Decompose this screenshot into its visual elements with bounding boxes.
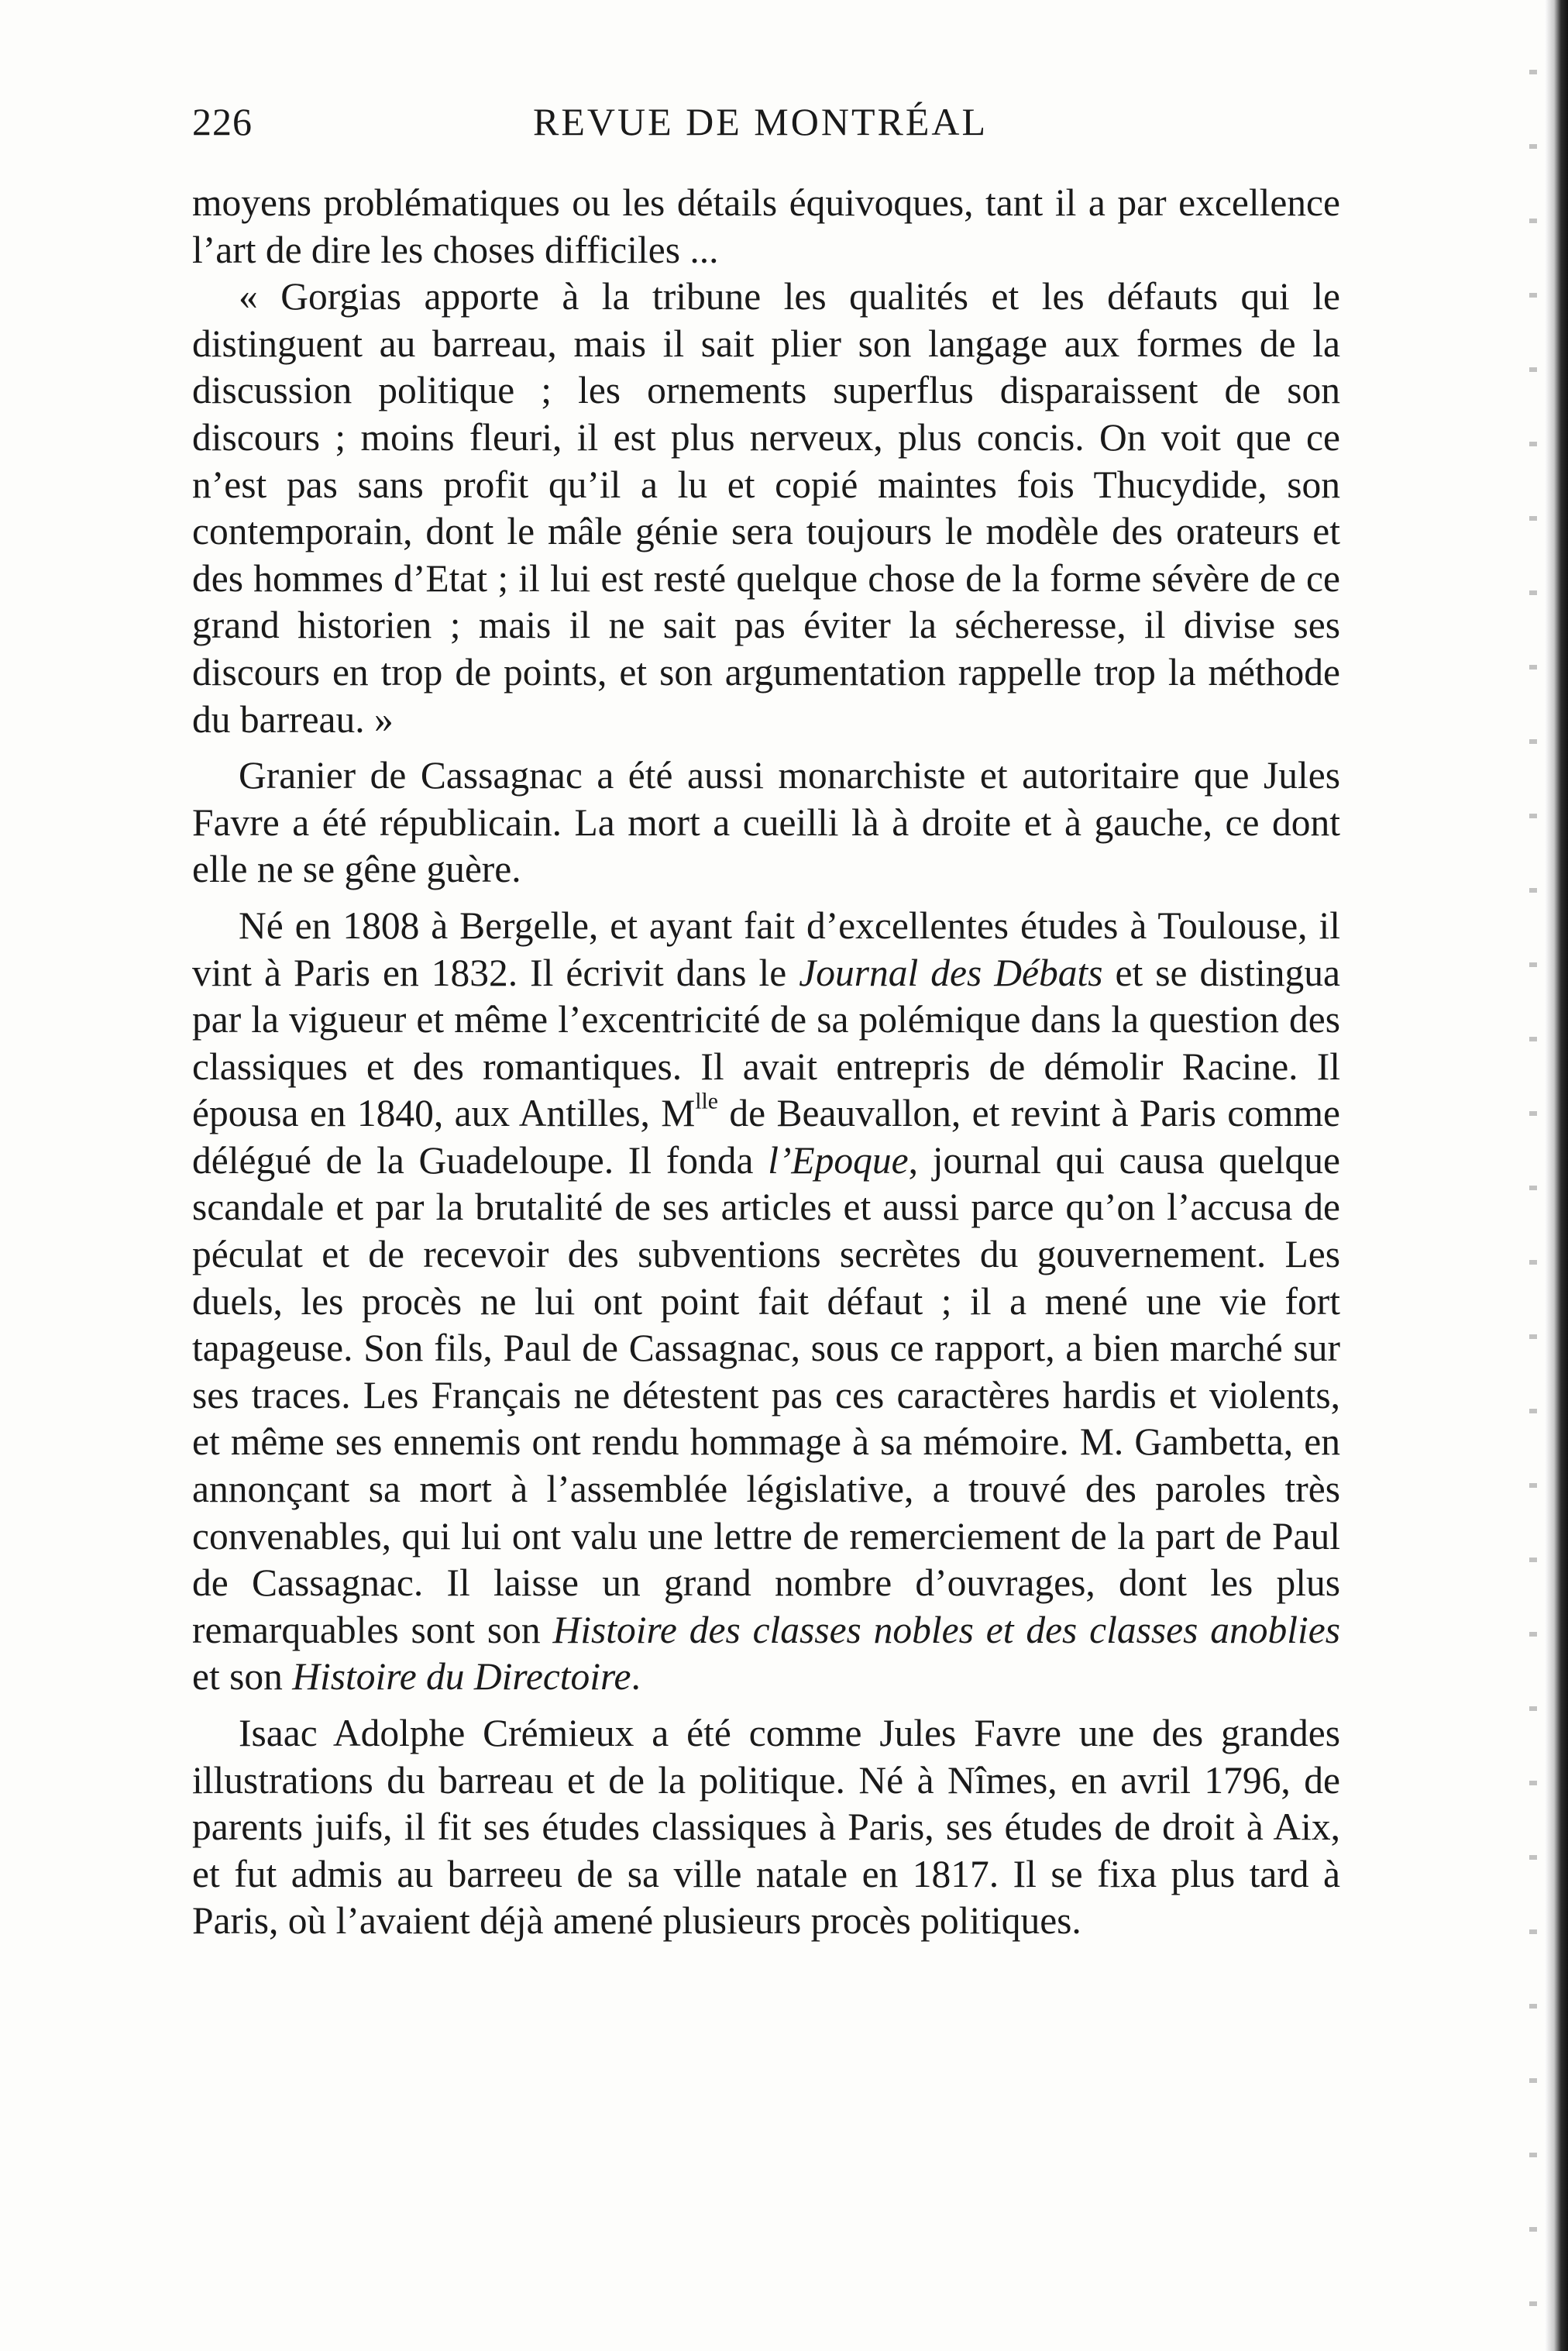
scan-edge-specks (1529, 0, 1537, 2351)
text-segment: et se distingua par la vigueur et même l’excentricité de sa polémique dans la question des classiques et des romantiques. Il avait entrepris de démolir Racine. Il épousa en 1840, aux Antilles, M (192, 951, 1341, 1135)
page-header (192, 99, 1362, 161)
paragraph-cremieux: Isaac Adolphe Crémieux a été comme Jules Favre une des grandes illustrations du barreau et de la politique. Né à Nîmes, en avril 1796, de parents juifs, il fit ses études classiques à Paris, ses études de droit à Aix, et fut admis au barreeu de sa ville natale en 1817. Il se fixa plus tard à Paris, où l’avaient déjà amené plusieurs procès politiques. (192, 1712, 1340, 1943)
work-title: Histoire des classes nobles et des classes anoblies (552, 1608, 1340, 1651)
paragraph-cassagnac-intro: Granier de Cassagnac a été aussi monarchiste et autoritaire que Jules Favre a été républicain. La mort a cueilli là à droite et à gauche, ce dont elle ne se gêne guère. (192, 754, 1340, 891)
text-segment: et son (192, 1655, 283, 1699)
newspaper-title: l’Epoque (768, 1138, 909, 1182)
body-text (192, 180, 1340, 1945)
text-segment: Né en 1808 à Bergelle, et ayant fait d’excellentes études à Toulouse, il vint à Paris en 1832. Il écrivit dans le (192, 904, 1340, 994)
running-title: REVUE DE MONTRÉAL (533, 100, 989, 143)
scan-binding-edge (1545, 0, 1568, 2351)
title-abbreviation-superscript: lle (695, 1089, 718, 1115)
work-title: Histoire du Directoire (292, 1655, 631, 1699)
paragraph-cassagnac-biography (192, 903, 1340, 1701)
page-number: 226 (192, 100, 253, 143)
paragraph-quotation: « Gorgias apporte à la tribune les qualités et les défauts qui le distinguent au barreau, mais il sait plier son langage aux formes de la discussion politique ; les ornements superflus disparaissent de son discours ; moins fleuri, il est plus nerveux, plus concis. On voit que ce n’est pas sans profit qu’il a lu et copié maintes fois Thucydide, son contemporain, dont le mâle génie sera toujours le modèle des orateurs et des hommes d’Etat ; il lui est resté quelque chose de la forme sévère de ce grand historien ; mais il ne sait pas éviter la sécheresse, il divise ses discours en trop de points, et son argumentation rappelle trop la méthode du barreau. » (192, 275, 1340, 741)
text-segment: , journal qui causa quelque scandale et par la brutalité de ses articles et aussi parce qu’on l’accusa de péculat et de recevoir des subventions secrètes du gouvernement. Les duels, les procès ne lui ont point fait défaut ; il a mené une vie fort tapageuse. Son fils, Paul de Cassagnac, sous ce rapport, a bien marché sur ses traces. Les Français ne détestent pas ces caractères hardis et violents, et même ses ennemis ont rendu hommage à sa mémoire. M. Gambetta, en annonçant sa mort à l’assemblée législative, a trouvé des paroles très convenables, qui lui ont valu une lettre de remerciement de la part de Paul de Cassagnac. Il laisse un grand nombre d’ouvrages, dont les plus remarquables sont son (192, 1138, 1340, 1651)
text-segment: . (631, 1655, 641, 1699)
journal-title: Journal des Débats (799, 951, 1103, 994)
text-segment: de Beauvallon, et revint à Paris comme délégué de la Guadeloupe. Il fonda (192, 1092, 1340, 1182)
paragraph-continuation: moyens problématiques ou les détails équivoques, tant il a par excellence l’art de dire les choses difficiles ... (192, 181, 1340, 271)
